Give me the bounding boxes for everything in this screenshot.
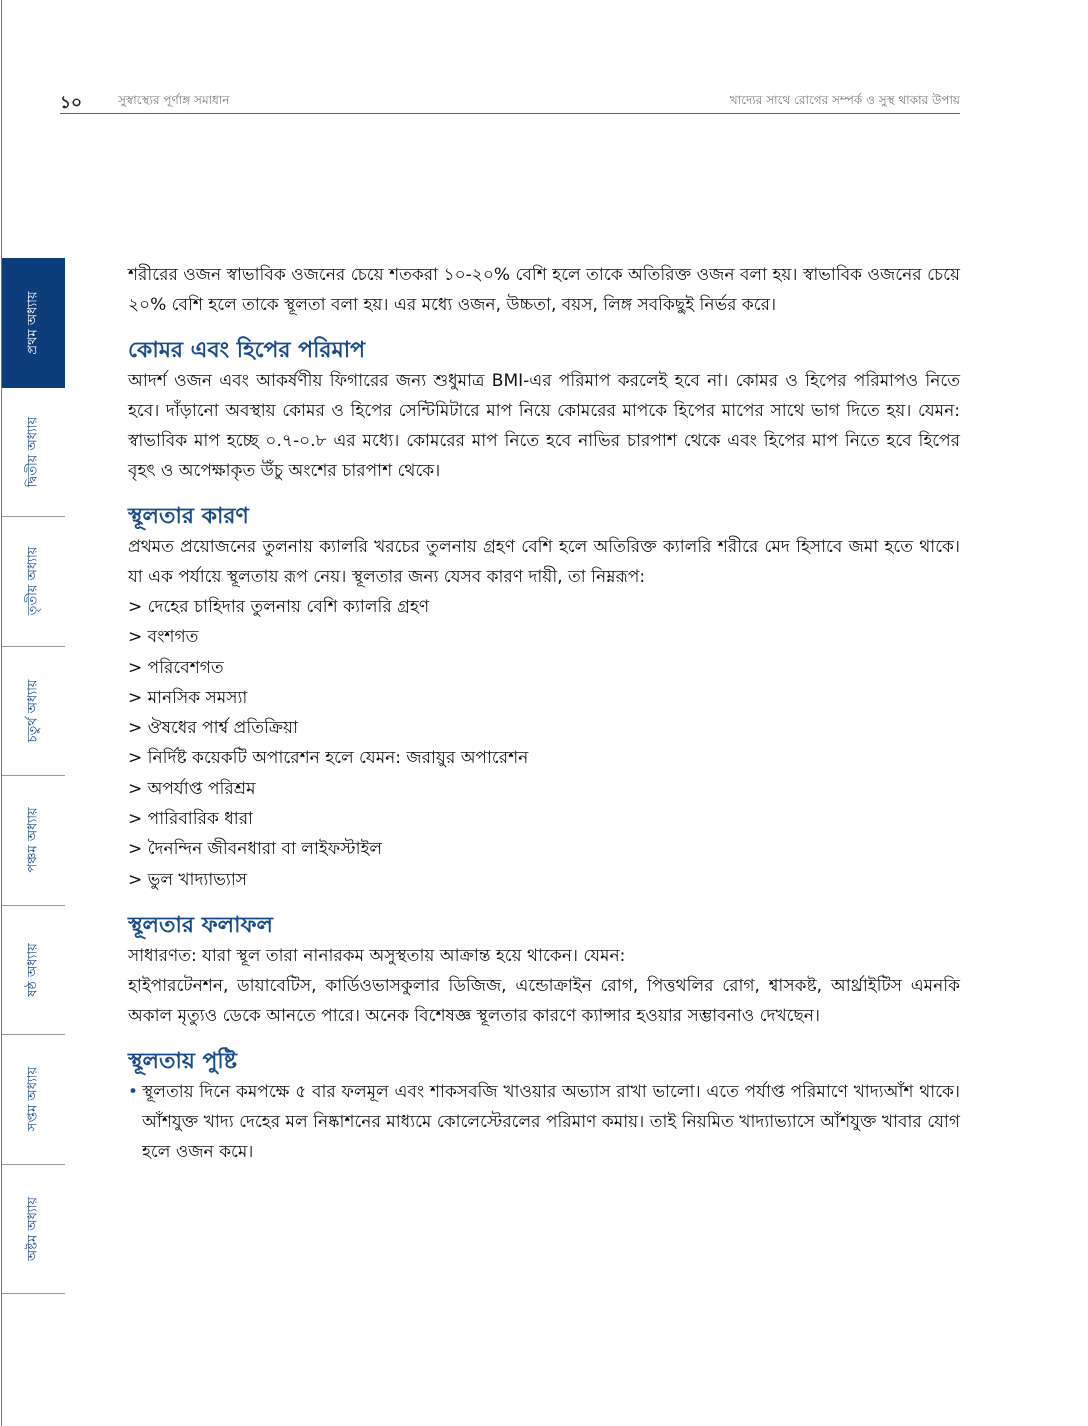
running-header <box>60 88 960 114</box>
tab-chapter-7[interactable] <box>2 1035 65 1165</box>
causes-paragraph: প্রথমত প্রয়োজনের তুলনায় ক্যালরি খরচের তুলনায় গ্রহণ বেশি হলে অতিরিক্ত ক্যালরি শরীরে মেদ হিসাবে জমা হতে থাকে। যা এক পর্যায়ে স্থূলতায় রূপ নেয়। স্থূলতার জন্য যেসব কারণ দায়ী, তা নিম্নরূপ: <box>128 537 960 587</box>
chapter-title: খাদ্যের সাথে রোগের সম্পর্ক ও সুস্থ থাকার উপায় <box>729 93 960 107</box>
tab-chapter-6[interactable] <box>2 906 65 1036</box>
list-item: > নির্দিষ্ট কয়েকটি অপারেশন হলে যেমন: জরায়ুর অপারেশন <box>128 748 529 769</box>
nutrition-bullet: • স্থূলতায় দিনে কমপক্ষে ৫ বার ফলমূল এবং শাকসবজি খাওয়ার অভ্যাস রাখা ভালো। এতে পর্যাপ্ত পরিমাণে খাদ্যআঁশ থাকে। আঁশযুক্ত খাদ্য দেহের মল নিষ্কাশনের মাধ্যমে কোলেস্টেরলের পরিমাণ কমায়। তাই নিয়মিত খাদ্যাভ্যাসে আঁশযুক্ত খাবার যোগ হলে ওজন কমে। <box>128 1077 960 1167</box>
tab-label: পঞ্চম অধ্যায় <box>25 807 40 873</box>
tab-chapter-1[interactable] <box>2 258 65 388</box>
heading-obesity-nutrition: স্থূলতায় পুষ্টি <box>128 1048 237 1074</box>
chapter-tabs <box>2 258 65 1294</box>
tab-chapter-4[interactable] <box>2 647 65 777</box>
page-number: ১০ <box>60 93 83 113</box>
list-item: > বংশগত <box>128 627 199 648</box>
list-item: > দেহের চাহিদার তুলনায় বেশি ক্যালরি গ্রহণ <box>128 597 430 617</box>
tab-label: ষষ্ঠ অধ্যায় <box>25 942 40 997</box>
book-title: সুস্বাস্থ্যের পূর্ণাঙ্গ সমাধান <box>118 93 230 107</box>
list-item: > মানসিক সমস্যা <box>128 687 248 708</box>
effects-paragraph: হাইপারটেনশন, ডায়াবেটিস, কার্ডিওভাসকুলার ডিজিজ, এন্ডোক্রাইন রোগ, পিত্তথলির রোগ, শ্বাসকষ্ট, আর্থ্রাইটিস এমনকি অকাল মৃত্যুও ডেকে আনতে পারে। অনেক বিশেষজ্ঞ স্থূলতার কারণে ক্যান্সার হওয়ার সম্ভাবনাও দেখছেন। <box>128 975 960 1026</box>
tab-chapter-5[interactable] <box>2 776 65 906</box>
list-item: > পরিবেশগত <box>128 657 224 678</box>
body-content <box>128 260 960 1167</box>
tab-label: অষ্টম অধ্যায় <box>25 1196 40 1261</box>
tab-label: তৃতীয় অধ্যায় <box>25 546 40 616</box>
list-item: > অপর্যাপ্ত পরিশ্রম <box>128 778 256 799</box>
tab-chapter-8[interactable] <box>2 1165 65 1295</box>
list-item: > দৈনন্দিন জীবনধারা বা লাইফস্টাইল <box>128 839 383 860</box>
tab-chapter-2[interactable] <box>2 388 65 518</box>
tab-label: চতুর্থ অধ্যায় <box>25 679 40 743</box>
list-item: > ভুল খাদ্যাভ্যাস <box>128 869 248 890</box>
causes-list <box>128 592 960 895</box>
waist-hip-paragraph: আদর্শ ওজন এবং আকর্ষণীয় ফিগারের জন্য শুধুমাত্র BMI-এর পরিমাপ করলেই হবে না। কোমর ও হিপের পরিমাপও নিতে হবে। দাঁড়ানো অবস্থায় কোমর ও হিপের সেন্টিমিটারে মাপ নিয়ে কোমরের মাপকে হিপের মাপের সাথে ভাগ দিতে হয়। যেমন: স্বাভাবিক মাপ হচ্ছে ০.৭-০.৮ এর মধ্যে। কোমরের মাপ নিতে হবে নাভির চারপাশ থেকে এবং হিপের মাপ নিতে হবে হিপের বৃহৎ ও অপেক্ষাকৃত উঁচু অংশের চারপাশ থেকে। <box>128 371 960 481</box>
intro-paragraph: শরীরের ওজন স্বাভাবিক ওজনের চেয়ে শতকরা ১০-২০% বেশি হলে তাকে অতিরিক্ত ওজন বলা হয়। স্বাভাবিক ওজনের চেয়ে ২০% বেশি হলে তাকে স্থূলতা বলা হয়। এর মধ্যে ওজন, উচ্চতা, বয়স, লিঙ্গ সবকিছুই নির্ভর করে। <box>128 265 960 315</box>
effects-intro: সাধারণত: যারা স্থূল তারা নানারকম অসুস্থতায় আক্রান্ত হয়ে থাকেন। যেমন: <box>128 945 626 966</box>
tab-label: সপ্তম অধ্যায় <box>25 1067 40 1132</box>
tab-chapter-3[interactable] <box>2 517 65 647</box>
tab-label: দ্বিতীয় অধ্যায় <box>25 416 40 487</box>
tab-label: প্রথম অধ্যায় <box>25 291 40 355</box>
heading-obesity-causes: স্থূলতার কারণ <box>128 504 249 529</box>
heading-obesity-effects: স্থূলতার ফলাফল <box>128 912 273 938</box>
heading-waist-hip: কোমর এবং হিপের পরিমাপ <box>128 338 366 363</box>
list-item: > পারিবারিক ধারা <box>128 809 253 830</box>
list-item: > ঔষধের পার্শ্ব প্রতিক্রিয়া <box>128 718 298 739</box>
